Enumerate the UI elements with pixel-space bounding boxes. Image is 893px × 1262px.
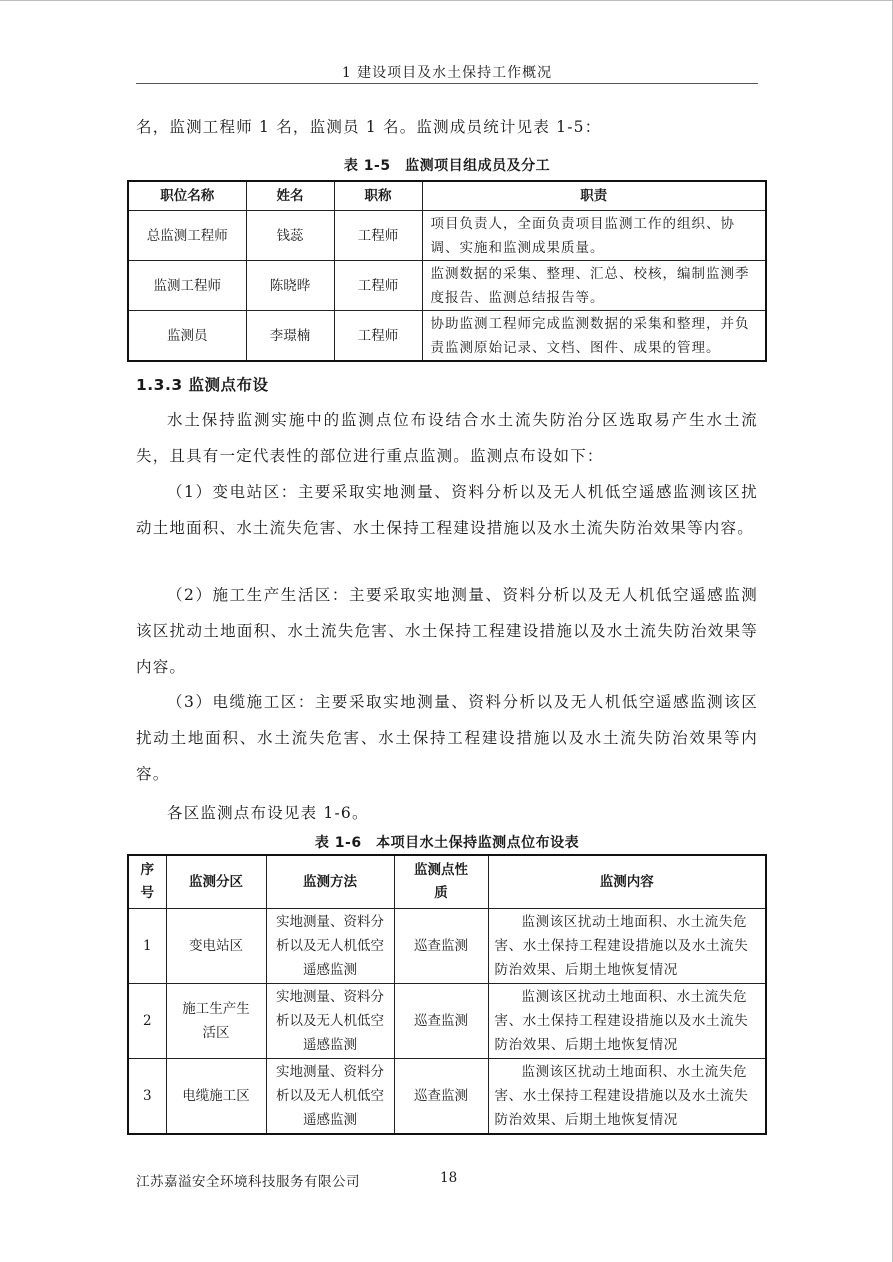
page-number: 18 xyxy=(440,1170,458,1186)
column-header-content: 监测内容 xyxy=(488,855,766,909)
footer-company: 江苏嘉溢安全环境科技服务有限公司 xyxy=(136,1174,360,1190)
cell-method: 实地测量、资料分析以及无人机低空遥感监测 xyxy=(266,909,394,984)
cell-content: 监测该区扰动土地面积、水土流失危害、水土保持工程建设措施以及水土流失防治效果、后期土地恢复情况 xyxy=(488,984,766,1059)
table-header-row xyxy=(128,181,766,211)
cell-nature: 巡查监测 xyxy=(394,909,488,984)
column-header-position: 职位名称 xyxy=(128,181,246,211)
cell-position: 总监测工程师 xyxy=(128,211,246,261)
running-header: 1 建设项目及水土保持工作概况 xyxy=(341,65,553,81)
cell-duty: 监测数据的采集、整理、汇总、校核，编制监测季度报告、监测总结报告等。 xyxy=(422,261,766,311)
column-header-number: 序号 xyxy=(128,855,166,909)
cell-position: 监测员 xyxy=(128,311,246,362)
page-top-border xyxy=(0,0,893,1)
cell-nature: 巡查监测 xyxy=(394,984,488,1059)
column-header-duty: 职责 xyxy=(422,181,766,211)
table-row xyxy=(128,1059,766,1135)
cell-zone: 施工生产生活区 xyxy=(166,984,266,1059)
cell-name: 陈晓晔 xyxy=(246,261,334,311)
paragraph-cable-area: （3）电缆施工区：主要采取实地测量、资料分析以及无人机低空遥感监测该区扰动土地面积、水土流失危害、水土保持工程建设措施以及水土流失防治效果等内容。 xyxy=(136,693,758,783)
cell-title: 工程师 xyxy=(334,311,422,362)
paragraph-substation: （1）变电站区：主要采取实地测量、资料分析以及无人机低空遥感监测该区扰动土地面积、水土流失危害、水土保持工程建设措施以及水土流失防治效果等内容。 xyxy=(136,483,758,537)
cell-duty: 协助监测工程师完成监测数据的采集和整理，并负责监测原始记录、文档、图件、成果的管理。 xyxy=(422,311,766,362)
table-row xyxy=(128,211,766,261)
cell-number: 3 xyxy=(128,1059,166,1135)
cell-number: 2 xyxy=(128,984,166,1059)
table-row xyxy=(128,909,766,984)
table-1-6 xyxy=(127,854,767,1135)
table-row xyxy=(128,261,766,311)
cell-name: 李璟楠 xyxy=(246,311,334,362)
column-header-name: 姓名 xyxy=(246,181,334,211)
table-1-5-caption: 表 1-5 监测项目组成员及分工 xyxy=(343,158,551,174)
header-rule xyxy=(136,83,758,84)
table-row xyxy=(128,984,766,1059)
table-row xyxy=(128,311,766,362)
paragraph-table-ref: 各区监测点布设见表 1-6。 xyxy=(167,804,369,822)
cell-position: 监测工程师 xyxy=(128,261,246,311)
cell-content: 监测该区扰动土地面积、水土流失危害、水土保持工程建设措施以及水土流失防治效果、后期土地恢复情况 xyxy=(488,909,766,984)
column-header-title: 职称 xyxy=(334,181,422,211)
cell-zone: 变电站区 xyxy=(166,909,266,984)
column-header-nature: 监测点性质 xyxy=(394,855,488,909)
cell-name: 钱蕊 xyxy=(246,211,334,261)
cell-content: 监测该区扰动土地面积、水土流失危害、水土保持工程建设措施以及水土流失防治效果、后期土地恢复情况 xyxy=(488,1059,766,1135)
table-header-row xyxy=(128,855,766,909)
cell-number: 1 xyxy=(128,909,166,984)
section-heading: 1.3.3 监测点布设 xyxy=(136,376,269,394)
paragraph-construction-area: （2）施工生产生活区：主要采取实地测量、资料分析以及无人机低空遥感监测该区扰动土地面积、水土流失危害、水土保持工程建设措施以及水土流失防治效果等内容。 xyxy=(136,586,758,676)
cell-nature: 巡查监测 xyxy=(394,1059,488,1135)
cell-method: 实地测量、资料分析以及无人机低空遥感监测 xyxy=(266,1059,394,1135)
column-header-method: 监测方法 xyxy=(266,855,394,909)
cell-title: 工程师 xyxy=(334,261,422,311)
column-header-zone: 监测分区 xyxy=(166,855,266,909)
intro-line: 名，监测工程师 1 名，监测员 1 名。监测成员统计见表 1-5： xyxy=(136,118,602,136)
cell-duty: 项目负责人，全面负责项目监测工作的组织、协调、实施和监测成果质量。 xyxy=(422,211,766,261)
paragraph-intro: 水土保持监测实施中的监测点位布设结合水土流失防治分区选取易产生水土流失，且具有一定代表性的部位进行重点监测。监测点布设如下： xyxy=(136,411,758,465)
table-1-6-caption: 表 1-6 本项目水土保持监测点位布设表 xyxy=(314,835,580,851)
table-1-5 xyxy=(127,180,767,362)
cell-zone: 电缆施工区 xyxy=(166,1059,266,1135)
cell-method: 实地测量、资料分析以及无人机低空遥感监测 xyxy=(266,984,394,1059)
cell-title: 工程师 xyxy=(334,211,422,261)
